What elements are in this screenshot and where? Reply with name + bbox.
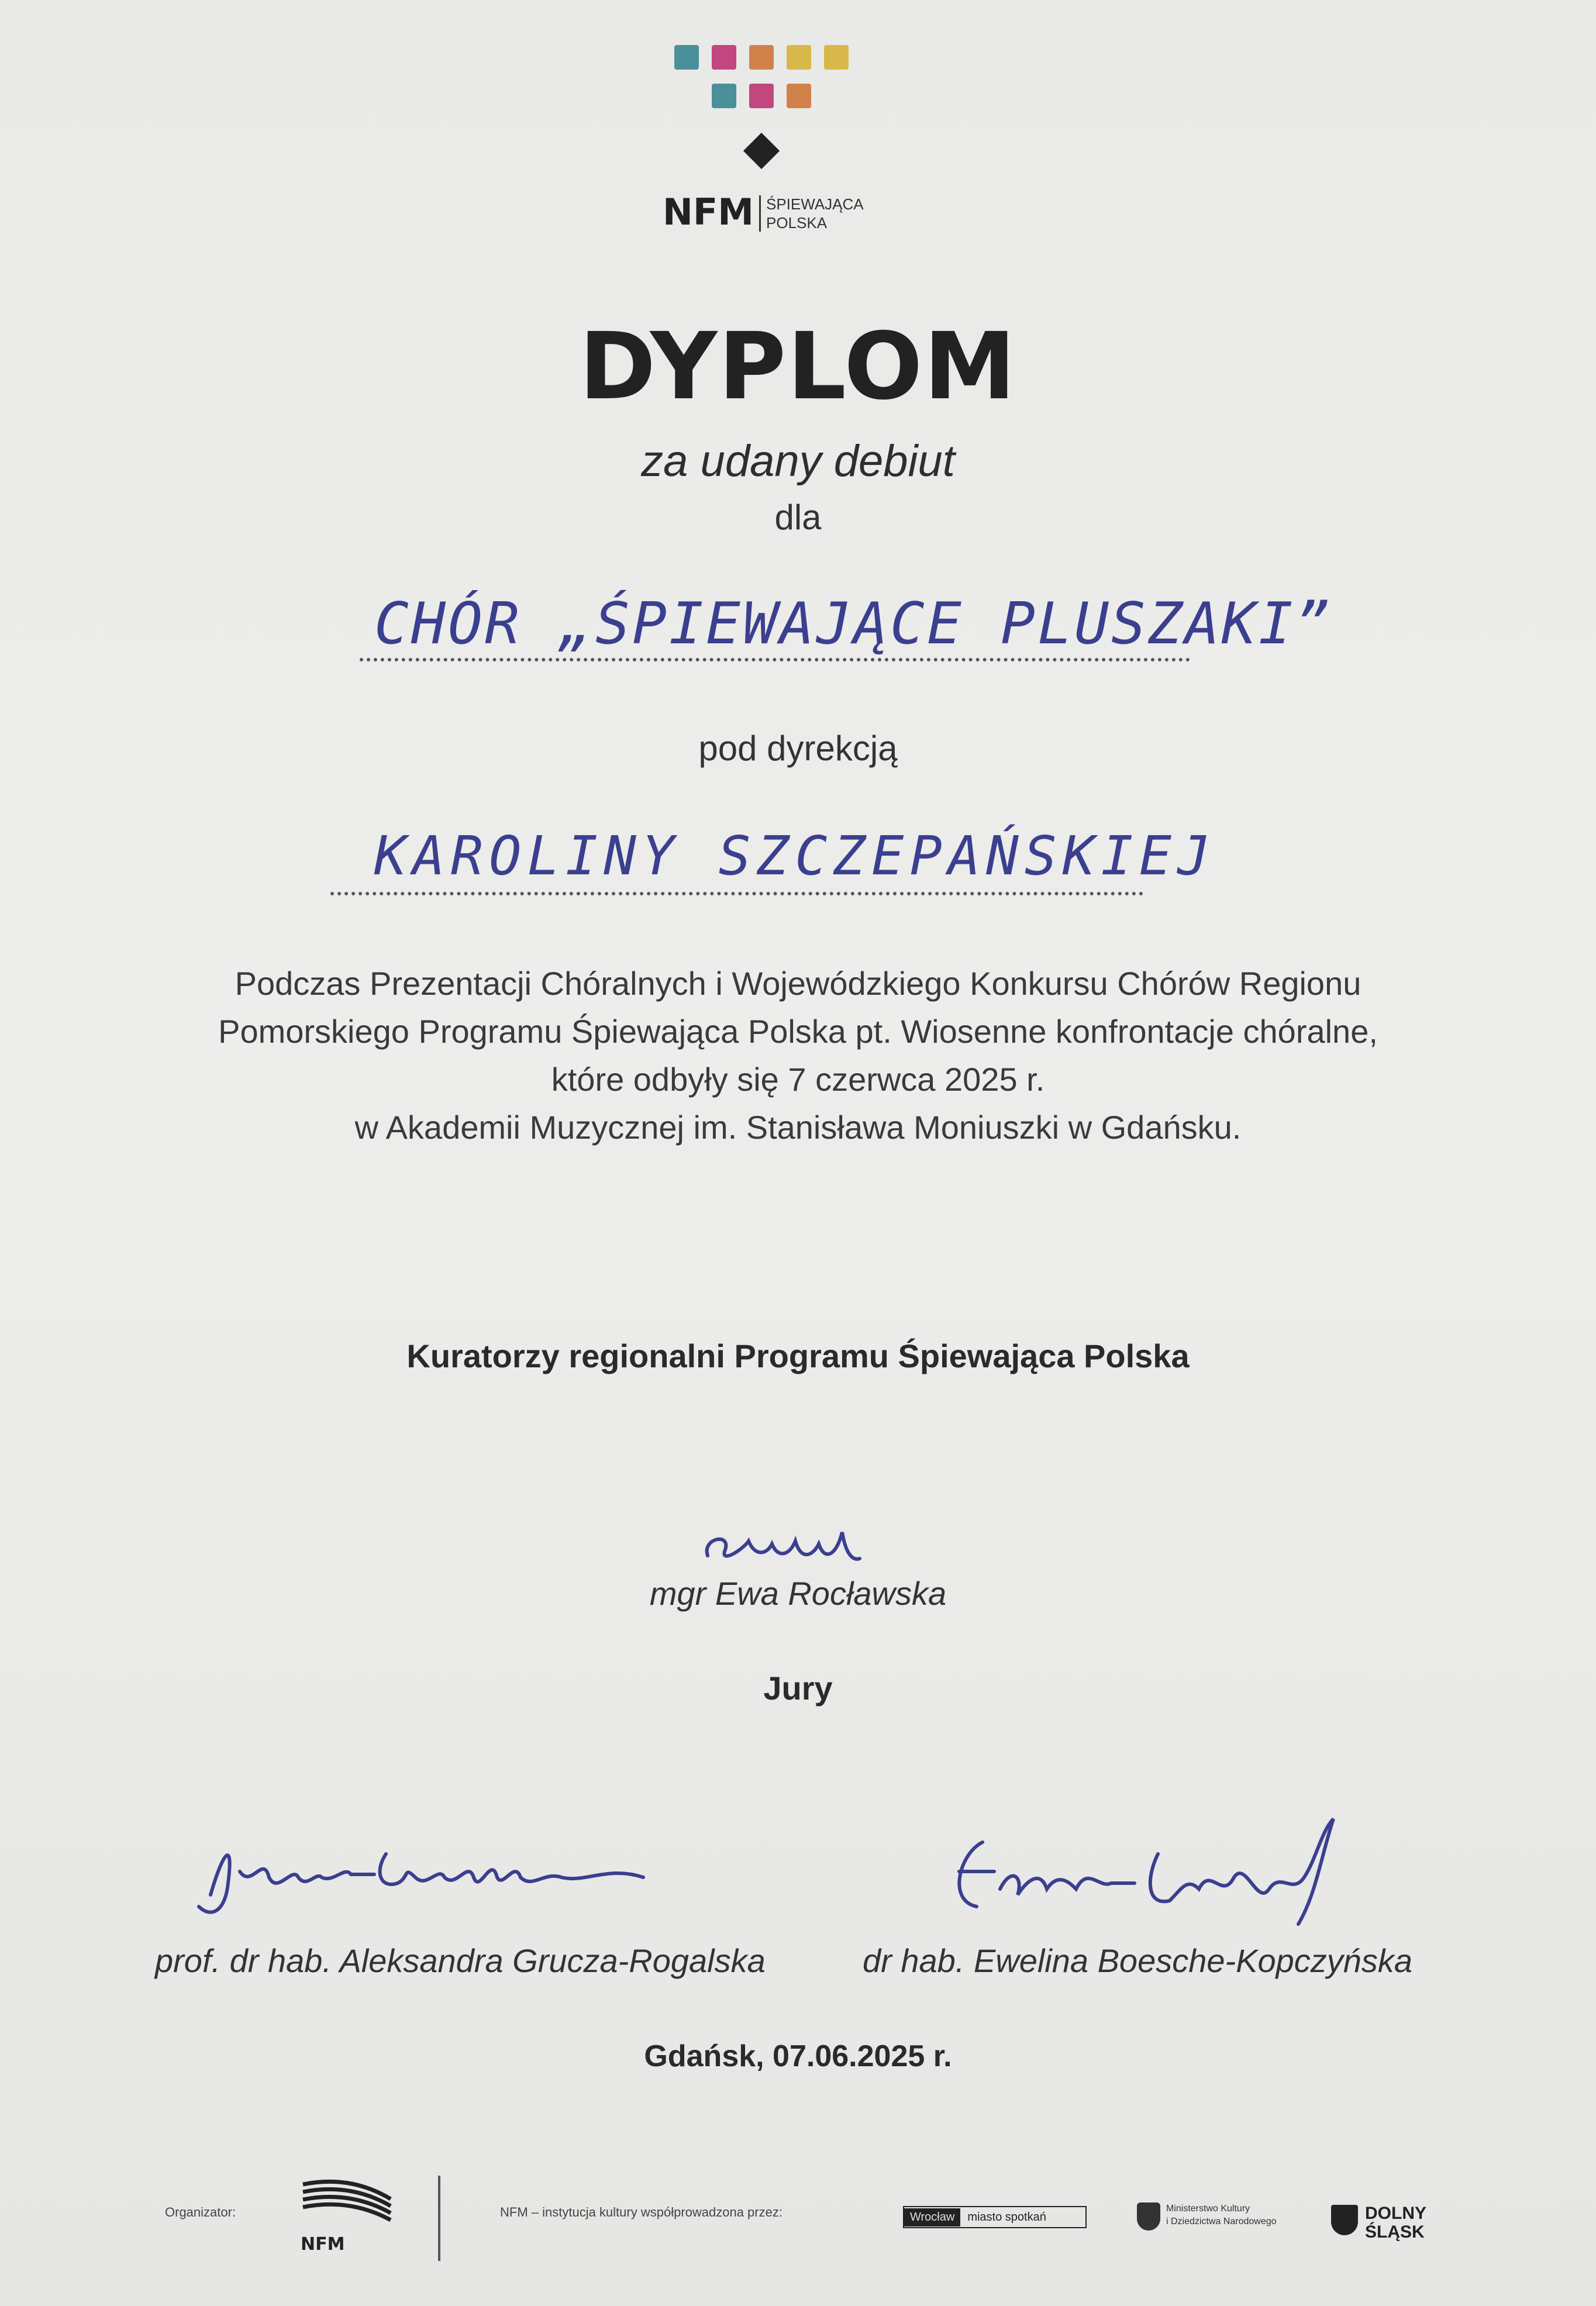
recipient-handwritten: CHÓR „ŚPIEWAJĄCE PLUSZAKI” [374, 591, 1333, 657]
footer-divider [438, 2176, 440, 2261]
jury-heading: Jury [763, 1670, 833, 1707]
shield-icon [1331, 2205, 1358, 2235]
curator-name: mgr Ewa Rocławska [649, 1575, 947, 1612]
partner-wroclaw-a: Wrocław [904, 2208, 960, 2226]
logo-square [749, 84, 774, 108]
logo-square [712, 84, 736, 108]
partner-dolny-b: ŚLĄSK [1365, 2222, 1425, 2242]
logo-square [712, 45, 736, 70]
for-label: dla [774, 498, 822, 537]
body-line: Podczas Prezentacji Chóralnych i Wojewódzkiego Konkursu Chórów Regionu [235, 965, 1361, 1002]
jury-signature-1 [175, 1819, 678, 1936]
jury-member-name: dr hab. Ewelina Boesche-Kopczyńska [863, 1942, 1413, 1979]
partner-ministry-a: Ministerstwo Kultury [1166, 2204, 1250, 2214]
recipient-line [360, 658, 1190, 661]
jury-member-name: prof. dr hab. Aleksandra Grucza-Rogalska [155, 1942, 766, 1979]
logo-square [787, 84, 811, 108]
co-label: NFM – instytucja kultury współprowadzona przez: [500, 2205, 783, 2219]
organizer-label: Organizator: [165, 2205, 236, 2219]
logo-square [674, 45, 699, 70]
partner-ministry-b: i Dziedzictwa Narodowego [1166, 2217, 1277, 2226]
director-label: pod dyrekcją [698, 729, 898, 768]
director-handwritten: KAROLINY SZCZEPAŃSKIEJ [374, 825, 1216, 887]
eagle-icon [1137, 2202, 1160, 2231]
logo-square [824, 45, 849, 70]
logo-diamond [743, 133, 780, 169]
logo-divider [759, 195, 761, 232]
logo-square [749, 45, 774, 70]
logo-sub-line1: ŚPIEWAJĄCA [766, 195, 864, 213]
jury-signature-2 [912, 1807, 1369, 1947]
curators-heading: Kuratorzy regionalni Programu Śpiewająca Polska [406, 1338, 1190, 1374]
body-line: które odbyły się 7 czerwca 2025 r. [551, 1061, 1045, 1098]
body-line: Pomorskiego Programu Śpiewająca Polska pt. Wiosenne konfrontacje chóralne, [218, 1013, 1378, 1050]
logo-brand: NFM [663, 191, 754, 233]
diploma-title: DYPLOM [579, 313, 1017, 420]
nfm-logo-icon [297, 2176, 397, 2222]
partner-dolny-a: DOLNY [1365, 2204, 1426, 2223]
logo-square [787, 45, 811, 70]
partner-wroclaw [903, 2206, 1087, 2228]
place-date: Gdańsk, 07.06.2025 r. [644, 2039, 952, 2073]
nfm-footer-brand: NFM [301, 2234, 345, 2255]
logo-sub-line2: POLSKA [766, 214, 828, 232]
diploma-subtitle: za udany debiut [641, 436, 955, 486]
body-line: w Akademii Muzycznej im. Stanisława Moniuszki w Gdańsku. [354, 1109, 1242, 1146]
director-line [330, 892, 1143, 895]
partner-wroclaw-b: miasto spotkań [967, 2210, 1046, 2224]
